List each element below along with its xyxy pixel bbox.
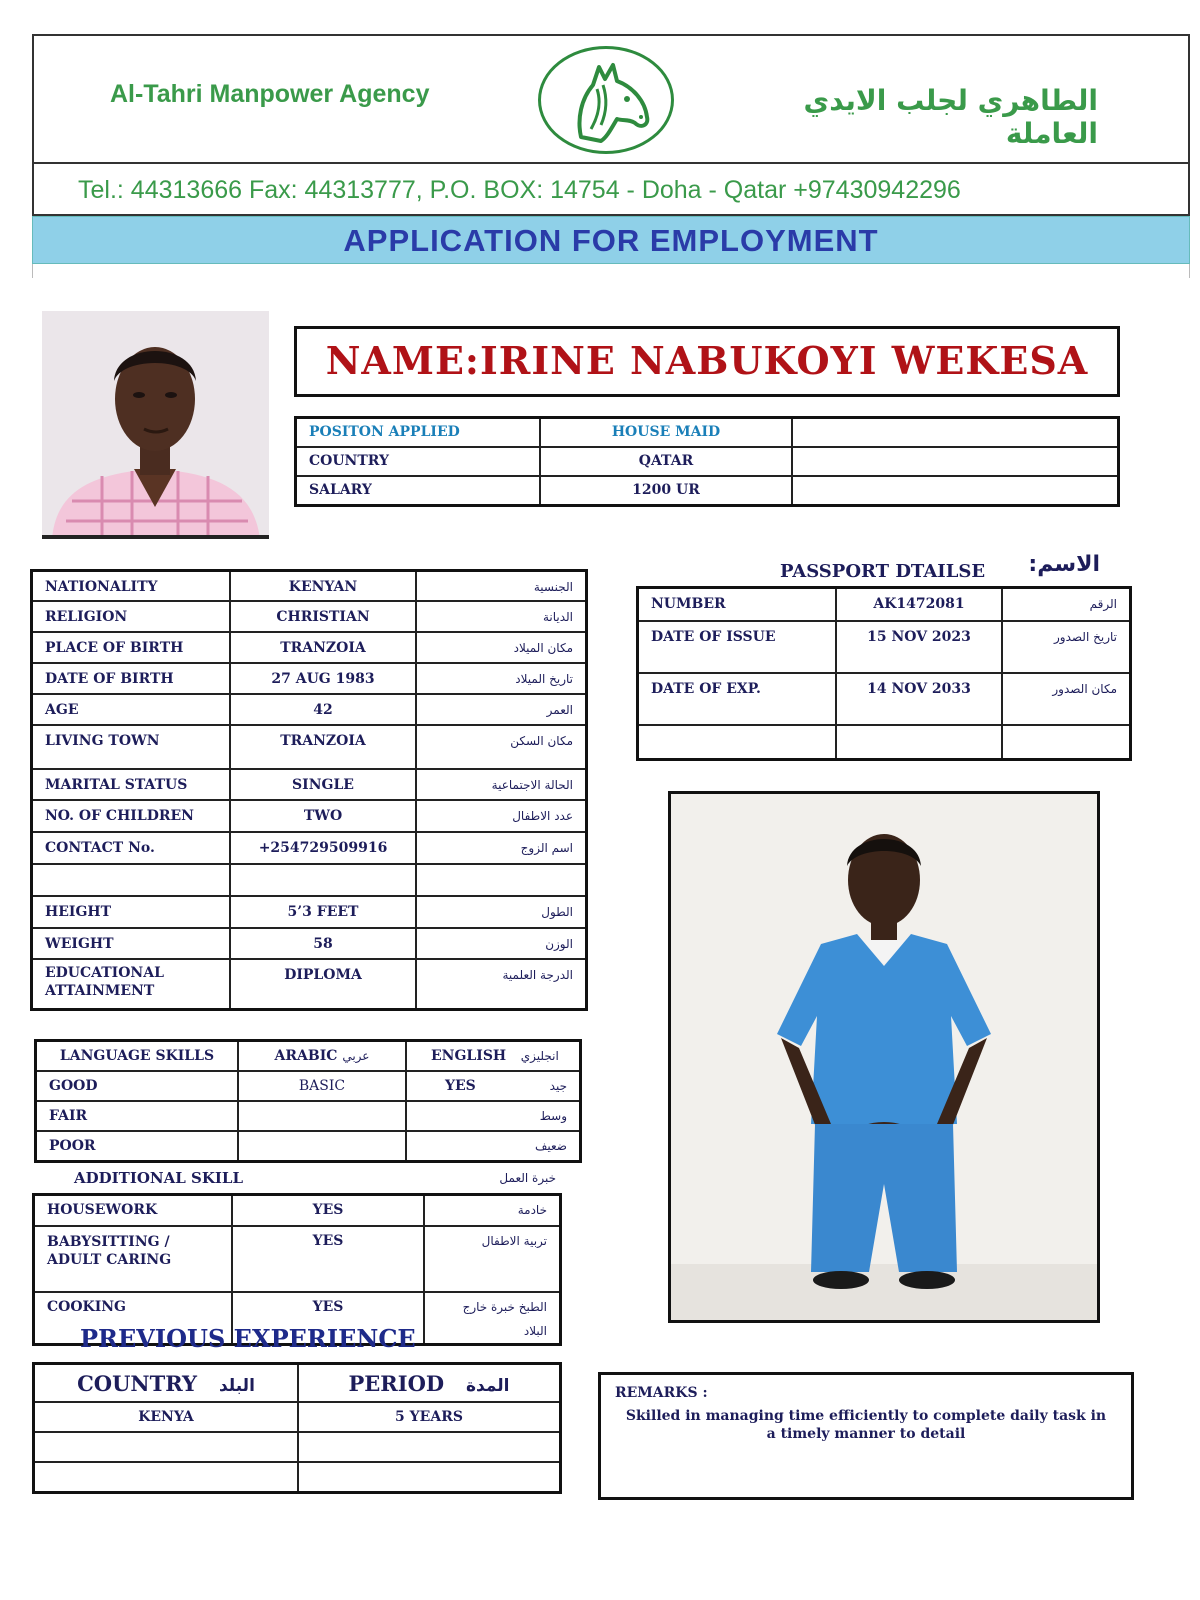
country-header <box>34 1364 299 1403</box>
detail-label: EDUCATIONAL ATTAINMENT <box>32 959 231 1009</box>
english-label: ENGLISH <box>431 1048 507 1064</box>
applicant-portrait-photo <box>42 311 269 539</box>
form-title: APPLICATION FOR EMPLOYMENT <box>32 216 1190 264</box>
arabic-label-ar: عربي <box>342 1049 370 1063</box>
exp-country: KENYA <box>34 1402 299 1432</box>
detail-value: TWO <box>230 800 416 832</box>
detail-label: WEIGHT <box>32 928 231 959</box>
applicant-full-body-photo <box>668 791 1100 1323</box>
detail-label-ar: عدد الاطفال <box>416 800 587 832</box>
passport-table <box>636 586 1132 761</box>
table-row <box>296 447 1119 476</box>
detail-label: AGE <box>32 694 231 725</box>
table-row <box>32 800 587 832</box>
period-header-label: PERIOD <box>348 1371 445 1396</box>
arabic-level <box>238 1101 406 1131</box>
detail-value: 42 <box>230 694 416 725</box>
detail-label-ar: الديانة <box>416 601 587 632</box>
country-header-label: COUNTRY <box>77 1371 198 1396</box>
empty-cell <box>792 476 1119 506</box>
detail-label-ar: مكان الميلاد <box>416 632 587 663</box>
table-row <box>34 1402 561 1432</box>
detail-label: RELIGION <box>32 601 231 632</box>
table-row <box>32 601 587 632</box>
english-header <box>406 1041 581 1072</box>
detail-label-ar: الدرجة العلمية <box>416 959 587 1009</box>
detail-value: TRANZOIA <box>230 632 416 663</box>
level-label-ar: وسط <box>539 1109 567 1123</box>
detail-label: NATIONALITY <box>32 571 231 602</box>
country-value: QATAR <box>540 447 792 476</box>
detail-value: 27 AUG 1983 <box>230 663 416 694</box>
passport-label <box>638 725 837 760</box>
country-header-ar: البلد <box>218 1376 255 1396</box>
table-row <box>32 832 587 864</box>
exp-period <box>298 1462 561 1493</box>
detail-value <box>230 864 416 896</box>
detail-value: +254729509916 <box>230 832 416 864</box>
detail-value: DIPLOMA <box>230 959 416 1009</box>
detail-label: DATE OF BIRTH <box>32 663 231 694</box>
exp-country <box>34 1462 299 1493</box>
english-level: YES <box>445 1078 476 1094</box>
table-row <box>34 1432 561 1462</box>
skill-value: YES <box>232 1195 424 1226</box>
personal-details-table <box>30 569 588 1011</box>
period-header <box>298 1364 561 1403</box>
detail-label-ar <box>416 864 587 896</box>
detail-label: HEIGHT <box>32 896 231 928</box>
english-level-cell <box>406 1101 581 1131</box>
table-row <box>638 725 1131 760</box>
passport-value: 14 NOV 2033 <box>836 673 1002 725</box>
remarks-box <box>598 1372 1134 1500</box>
passport-value: AK1472081 <box>836 588 1002 621</box>
language-header-label: LANGUAGE SKILLS <box>36 1041 239 1072</box>
table-row <box>34 1364 561 1403</box>
detail-label-ar: الطول <box>416 896 587 928</box>
table-row <box>34 1462 561 1493</box>
country-label: COUNTRY <box>296 447 541 476</box>
position-label: POSITON APPLIED <box>296 418 541 448</box>
level-label: POOR <box>36 1131 239 1162</box>
previous-experience-title: PREVIOUS EXPERIENCE <box>80 1324 416 1353</box>
arabic-header <box>238 1041 406 1072</box>
passport-value <box>836 725 1002 760</box>
level-label: GOOD <box>36 1071 239 1101</box>
table-row <box>296 418 1119 448</box>
detail-label: MARITAL STATUS <box>32 769 231 800</box>
passport-label: NUMBER <box>638 588 837 621</box>
detail-label <box>32 864 231 896</box>
passport-label-ar: الرقم <box>1002 588 1131 621</box>
salary-value: 1200 UR <box>540 476 792 506</box>
detail-label-ar: الجنسية <box>416 571 587 602</box>
passport-label-ar <box>1002 725 1131 760</box>
detail-label: CONTACT No. <box>32 832 231 864</box>
horse-head-icon <box>538 46 674 154</box>
table-row <box>32 928 587 959</box>
passport-title: PASSPORT DTAILSE <box>780 561 986 582</box>
passport-label-ar: تاريخ الصدور <box>1002 621 1131 673</box>
skill-label: BABYSITTING / ADULT CARING <box>34 1226 233 1292</box>
table-row <box>32 769 587 800</box>
table-row <box>36 1041 581 1072</box>
empty-cell <box>792 418 1119 448</box>
arabic-level <box>238 1131 406 1162</box>
table-row <box>34 1195 561 1226</box>
agency-contact: Tel.: 44313666 Fax: 44313777, P.O. BOX: 14754 - Doha - Qatar +97430942296 <box>32 162 1190 216</box>
detail-value: KENYAN <box>230 571 416 602</box>
table-row <box>36 1101 581 1131</box>
detail-label-ar: مكان السكن <box>416 725 587 769</box>
passport-label: DATE OF ISSUE <box>638 621 837 673</box>
detail-label-ar: العمر <box>416 694 587 725</box>
skill-label-ar: تربية الاطفال <box>424 1226 561 1292</box>
detail-label-ar: الحالة الاجتماعية <box>416 769 587 800</box>
skill-label: HOUSEWORK <box>34 1195 233 1226</box>
detail-value: CHRISTIAN <box>230 601 416 632</box>
english-label-ar: انجليزي <box>520 1049 559 1063</box>
detail-value: 58 <box>230 928 416 959</box>
agency-name-en: Al-Tahri Manpower Agency <box>110 80 430 108</box>
remarks-label: REMARKS : <box>615 1385 708 1401</box>
empty-cell <box>792 447 1119 476</box>
skill-label: COOKING <box>34 1292 233 1345</box>
name-label-ar: الاسم: <box>1028 552 1100 577</box>
exp-period: 5 YEARS <box>298 1402 561 1432</box>
remarks-text: Skilled in managing time efficiently to complete daily task in a timely manner to detail <box>625 1408 1107 1442</box>
arabic-level: BASIC <box>238 1071 406 1101</box>
position-value: HOUSE MAID <box>540 418 792 448</box>
level-label-ar: ضعيف <box>534 1139 567 1153</box>
position-table <box>294 416 1120 507</box>
skill-value: YES <box>232 1292 424 1345</box>
exp-country <box>34 1432 299 1462</box>
skill-value: YES <box>232 1226 424 1292</box>
skill-label-ar: خادمة <box>424 1195 561 1226</box>
table-row <box>32 632 587 663</box>
detail-label-ar: الوزن <box>416 928 587 959</box>
detail-value: TRANZOIA <box>230 725 416 769</box>
table-row <box>36 1071 581 1101</box>
table-row <box>32 864 587 896</box>
detail-label: NO. OF CHILDREN <box>32 800 231 832</box>
passport-label: DATE OF EXP. <box>638 673 837 725</box>
arabic-label: ARABIC <box>274 1048 338 1064</box>
header-divider <box>32 264 1190 278</box>
agency-name-ar: الطاهري لجلب الايدي العاملة <box>803 84 1098 150</box>
table-row <box>36 1131 581 1162</box>
detail-value: 5’3 FEET <box>230 896 416 928</box>
table-row <box>32 725 587 769</box>
detail-value: SINGLE <box>230 769 416 800</box>
detail-label-ar: اسم الزوج <box>416 832 587 864</box>
passport-value: 15 NOV 2023 <box>836 621 1002 673</box>
table-row <box>32 694 587 725</box>
table-row <box>638 588 1131 621</box>
period-header-ar: المدة <box>466 1376 510 1396</box>
level-label: FAIR <box>36 1101 239 1131</box>
skill-label-ar: الطبخ خبرة خارج البلاد <box>424 1292 561 1345</box>
english-level-cell <box>406 1131 581 1162</box>
table-row <box>638 621 1131 673</box>
table-row <box>32 571 587 602</box>
table-row <box>34 1226 561 1292</box>
table-row <box>638 673 1131 725</box>
experience-table <box>32 1362 562 1494</box>
additional-skill-title: ADDITIONAL SKILL <box>74 1169 244 1187</box>
detail-label: LIVING TOWN <box>32 725 231 769</box>
additional-skill-title-ar: خبرة العمل <box>499 1171 556 1185</box>
level-label-ar: جيد <box>549 1079 567 1093</box>
detail-label: PLACE OF BIRTH <box>32 632 231 663</box>
table-row <box>32 663 587 694</box>
passport-label-ar: مكان الصدور <box>1002 673 1131 725</box>
exp-period <box>298 1432 561 1462</box>
language-skills-table <box>34 1039 582 1163</box>
applicant-name: NAME:IRINE NABUKOYI WEKESA <box>294 326 1120 397</box>
table-row <box>32 896 587 928</box>
table-row <box>32 959 587 1009</box>
english-level-cell <box>406 1071 581 1101</box>
salary-label: SALARY <box>296 476 541 506</box>
additional-skills-table <box>32 1193 562 1346</box>
detail-label-ar: تاريخ الميلاد <box>416 663 587 694</box>
table-row <box>296 476 1119 506</box>
